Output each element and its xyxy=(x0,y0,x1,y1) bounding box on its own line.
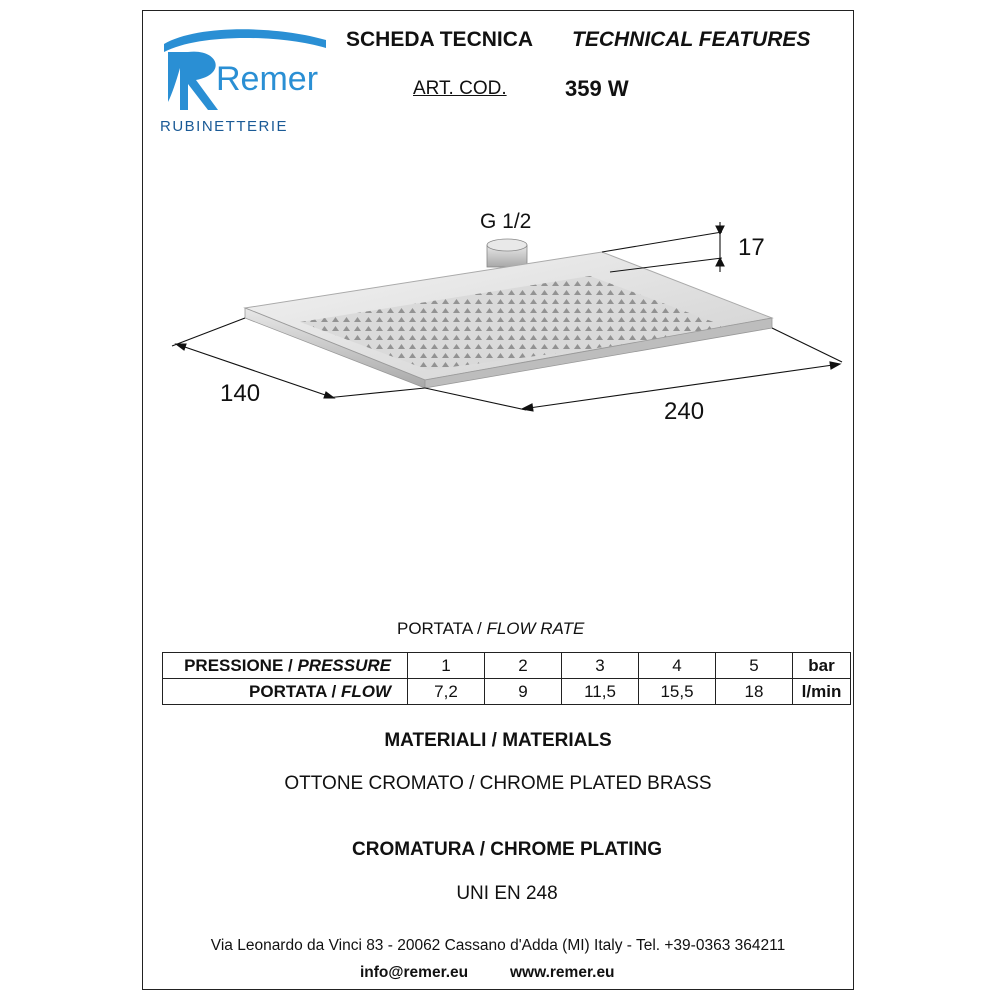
connection-label: G 1/2 xyxy=(480,210,532,233)
plating-value: UNI EN 248 xyxy=(456,883,558,904)
pressure-value: 3 xyxy=(562,653,639,679)
pressure-value: 5 xyxy=(716,653,793,679)
plating-heading: CROMATURA / CHROME PLATING xyxy=(352,839,662,860)
materials-heading: MATERIALI / MATERIALS xyxy=(384,730,612,751)
materials-value: OTTONE CROMATO / CHROME PLATED BRASS xyxy=(284,773,712,794)
flow-rate-caption xyxy=(397,619,584,639)
flow-rate-table xyxy=(162,652,851,705)
title-italian: SCHEDA TECNICA xyxy=(346,28,534,51)
flow-value: 7,2 xyxy=(408,679,485,705)
pressure-unit: bar xyxy=(793,653,851,679)
height-dimension-label: 17 xyxy=(738,234,765,261)
width-dimension-label: 140 xyxy=(220,380,261,407)
pressure-value: 1 xyxy=(408,653,485,679)
flow-row-label: PORTATA / FLOW xyxy=(163,679,408,705)
flow-value: 18 xyxy=(716,679,793,705)
pressure-row-label: PRESSIONE / PRESSURE xyxy=(163,653,408,679)
article-code-value: 359 W xyxy=(565,76,629,101)
pressure-value: 2 xyxy=(485,653,562,679)
logo-subtitle: RUBINETTERIE xyxy=(160,118,289,135)
title-english: TECHNICAL FEATURES xyxy=(572,28,811,51)
footer-email[interactable]: info@remer.eu xyxy=(360,964,469,981)
flow-value: 9 xyxy=(485,679,562,705)
pressure-row xyxy=(163,653,851,679)
pressure-value: 4 xyxy=(639,653,716,679)
length-dimension-label: 240 xyxy=(664,398,705,425)
flow-row xyxy=(163,679,851,705)
article-code-label: ART. COD. xyxy=(413,78,507,99)
flow-rate-caption-en: FLOW RATE xyxy=(486,619,585,638)
flow-value: 11,5 xyxy=(562,679,639,705)
logo-wordmark: Remer xyxy=(216,60,319,98)
footer-address: Via Leonardo da Vinci 83 - 20062 Cassano d'Adda (MI) Italy - Tel. +39-0363 364211 xyxy=(210,937,786,954)
footer-website[interactable]: www.remer.eu xyxy=(510,964,615,981)
flow-unit: l/min xyxy=(793,679,851,705)
flow-value: 15,5 xyxy=(639,679,716,705)
flow-rate-caption-it: PORTATA / xyxy=(397,619,487,638)
